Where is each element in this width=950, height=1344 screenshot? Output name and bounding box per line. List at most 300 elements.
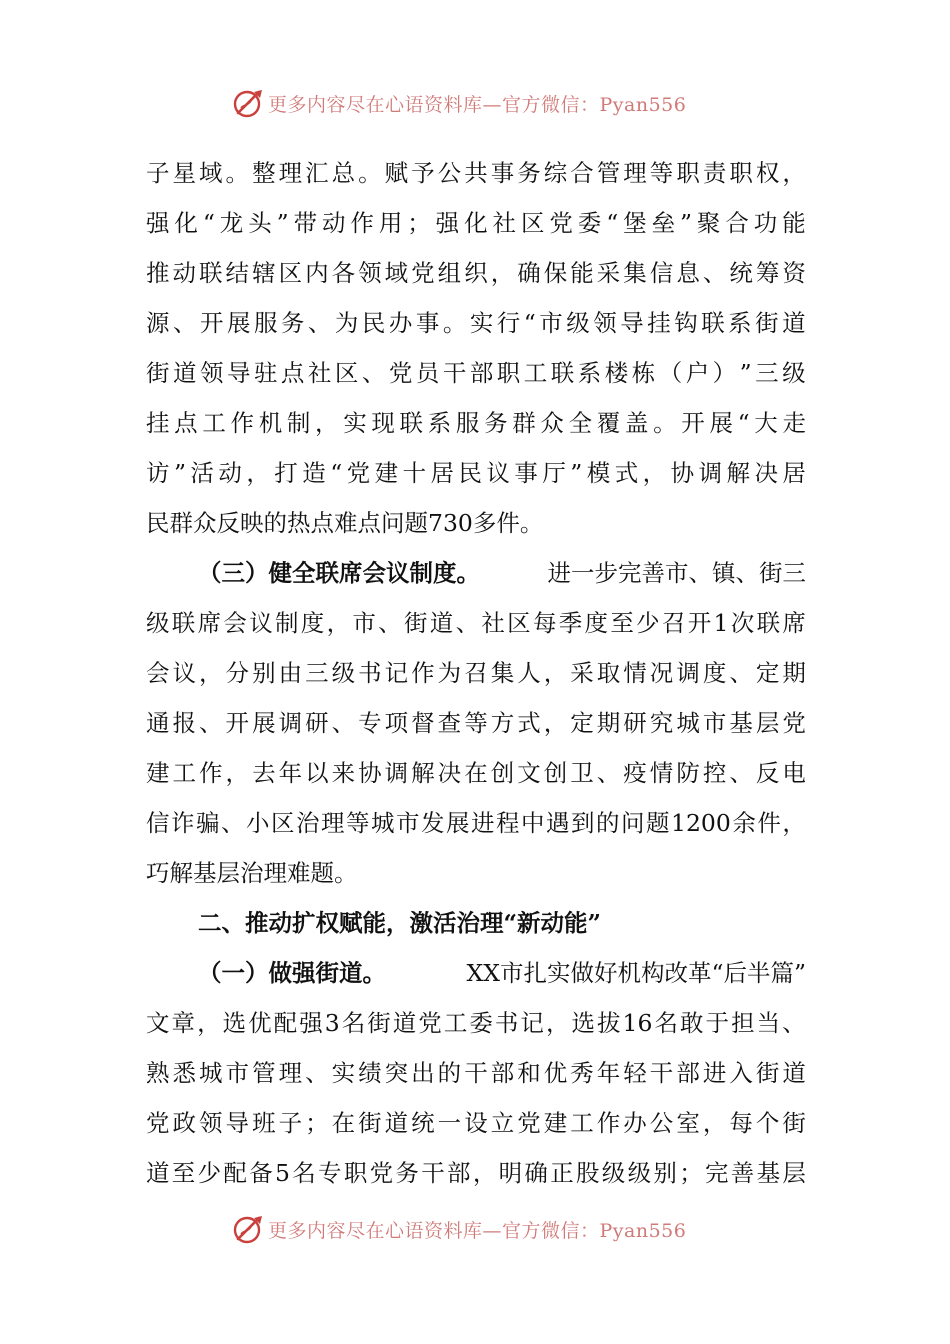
text-glyph: 议 bbox=[249, 609, 273, 637]
text-glyph: 到 bbox=[571, 809, 595, 837]
text-glyph: 动 bbox=[218, 459, 242, 487]
text-glyph: 少 bbox=[197, 1159, 222, 1187]
text-glyph: 开 bbox=[225, 709, 250, 737]
text-glyph: 党 bbox=[388, 359, 413, 387]
text-glyph: 创 bbox=[490, 759, 515, 787]
text-glyph: 名 bbox=[292, 1159, 316, 1187]
text-glyph: 党 bbox=[411, 259, 435, 287]
text-glyph: 三 bbox=[305, 659, 329, 687]
text-glyph: 党 bbox=[517, 1109, 541, 1137]
text-line bbox=[146, 1048, 806, 1098]
text-glyph: “ bbox=[523, 309, 536, 337]
text-glyph: 敢 bbox=[680, 1009, 704, 1037]
text-glyph: 建 bbox=[146, 759, 170, 787]
text-glyph: 、 bbox=[729, 759, 753, 787]
text-glyph: 服 bbox=[455, 409, 480, 437]
text-glyph: 理 bbox=[321, 809, 345, 837]
text-glyph: 5 bbox=[274, 1159, 290, 1187]
text-glyph: 统 bbox=[729, 259, 753, 287]
text-glyph: 、 bbox=[782, 1009, 806, 1037]
text-glyph: 户 bbox=[685, 359, 710, 387]
text-glyph: 人 bbox=[517, 659, 541, 687]
text-glyph: 、 bbox=[729, 659, 753, 687]
text-glyph: 专 bbox=[358, 709, 382, 737]
text-glyph: 导 bbox=[225, 1109, 250, 1137]
text-glyph: ， bbox=[246, 459, 270, 487]
text-glyph: 由 bbox=[278, 659, 303, 687]
text-glyph: 部 bbox=[490, 1059, 515, 1087]
text-glyph: 功 bbox=[753, 209, 778, 237]
text-glyph: 社 bbox=[481, 609, 505, 637]
text-glyph: 、 bbox=[305, 1059, 329, 1087]
text-glyph: 大 bbox=[754, 409, 778, 437]
text-line bbox=[146, 998, 806, 1048]
text-glyph: 事 bbox=[415, 309, 440, 337]
text-glyph: 会 bbox=[146, 659, 170, 687]
text-glyph: 控 bbox=[702, 759, 727, 787]
text-glyph: 作 bbox=[230, 409, 255, 437]
text-glyph: 党 bbox=[369, 1159, 394, 1187]
text-glyph: 道 bbox=[384, 1109, 409, 1137]
text-glyph: 责 bbox=[702, 159, 727, 187]
text-glyph: ， bbox=[315, 409, 339, 437]
paragraph-first-line bbox=[146, 548, 806, 598]
text-glyph: 问 bbox=[621, 809, 645, 837]
text-glyph: 活 bbox=[190, 459, 214, 487]
text-glyph: 电 bbox=[782, 759, 806, 787]
text-glyph: 期 bbox=[782, 659, 806, 687]
text-glyph: 实 bbox=[343, 409, 367, 437]
text-glyph: 调 bbox=[278, 709, 303, 737]
text-glyph: 书 bbox=[494, 1009, 519, 1037]
text-glyph: 以 bbox=[305, 759, 329, 787]
text-glyph: 域 bbox=[199, 159, 223, 187]
text-glyph: 选 bbox=[222, 1009, 247, 1037]
text-glyph: 居 bbox=[430, 459, 455, 487]
text-glyph: 1200 bbox=[671, 809, 731, 837]
text-glyph: 卫 bbox=[570, 759, 594, 787]
text-glyph: 能 bbox=[782, 209, 806, 237]
section-heading-text: 二、推动扩权赋能，激活治理“新动能” bbox=[198, 909, 602, 937]
text-glyph: 、 bbox=[331, 709, 356, 737]
text-glyph: 立 bbox=[490, 1109, 515, 1137]
text-glyph: 共 bbox=[464, 159, 488, 187]
text-glyph: 展 bbox=[226, 309, 251, 337]
text-glyph: 去 bbox=[252, 759, 276, 787]
text-glyph: 道 bbox=[146, 1159, 170, 1187]
text-glyph: 式 bbox=[614, 459, 639, 487]
text-glyph: 合 bbox=[570, 159, 594, 187]
text-glyph: 研 bbox=[305, 709, 329, 737]
text-glyph: 实 bbox=[469, 309, 494, 337]
text-glyph: 民 bbox=[458, 459, 482, 487]
text-line bbox=[146, 648, 806, 698]
text-glyph: 程 bbox=[496, 809, 520, 837]
text-glyph: 通 bbox=[146, 709, 170, 737]
text-glyph: 、 bbox=[199, 709, 223, 737]
text-glyph: 委 bbox=[469, 1009, 493, 1037]
text-glyph: 厅 bbox=[542, 459, 566, 487]
text-glyph: 、 bbox=[702, 259, 727, 287]
text-glyph: 骗 bbox=[196, 809, 220, 837]
text-glyph: 16 bbox=[622, 1009, 653, 1037]
text-glyph: 带 bbox=[293, 209, 318, 237]
text-glyph: 务 bbox=[395, 1159, 419, 1187]
text-glyph: 基 bbox=[729, 709, 753, 737]
text-glyph: 现 bbox=[371, 409, 395, 437]
text-glyph: 职 bbox=[729, 159, 753, 187]
text-glyph: 挂 bbox=[647, 309, 671, 337]
text-glyph: 、 bbox=[455, 609, 480, 637]
text-glyph: 展 bbox=[252, 709, 276, 737]
text-glyph: 制 bbox=[286, 409, 311, 437]
text-glyph: 明 bbox=[498, 1159, 523, 1187]
text-glyph: “ bbox=[737, 409, 750, 437]
text-glyph: 年 bbox=[278, 759, 303, 787]
text-glyph: 。 bbox=[358, 159, 382, 187]
text-glyph: 民 bbox=[361, 309, 386, 337]
text-glyph: 行 bbox=[496, 309, 521, 337]
text-glyph: 总 bbox=[331, 159, 356, 187]
text-glyph: 来 bbox=[331, 759, 356, 787]
text-glyph: 。 bbox=[653, 409, 677, 437]
text-glyph: 席 bbox=[782, 609, 806, 637]
text-glyph: 工 bbox=[172, 759, 197, 787]
text-glyph: 度 bbox=[300, 609, 325, 637]
text-glyph: 小 bbox=[246, 809, 270, 837]
text-glyph: 分 bbox=[225, 659, 250, 687]
text-glyph: 联 bbox=[701, 309, 725, 337]
text-glyph: 点 bbox=[174, 409, 198, 437]
text-glyph: 组 bbox=[437, 259, 462, 287]
text-glyph: 区 bbox=[334, 359, 359, 387]
text-glyph: 城 bbox=[371, 809, 395, 837]
text-glyph: 一 bbox=[437, 1109, 462, 1137]
text-glyph: 工 bbox=[443, 1009, 468, 1037]
text-glyph: 的 bbox=[437, 1059, 462, 1087]
text-glyph: 干 bbox=[442, 359, 467, 387]
text-glyph: 驻 bbox=[253, 359, 278, 387]
text-glyph: 度 bbox=[702, 659, 727, 687]
text-glyph: 定 bbox=[570, 709, 594, 737]
text-line bbox=[146, 298, 806, 348]
text-glyph: ” bbox=[173, 459, 186, 487]
text-glyph: 领 bbox=[358, 259, 382, 287]
text-glyph: 决 bbox=[437, 759, 462, 787]
text-glyph: 级 bbox=[627, 1159, 652, 1187]
text-glyph: 务 bbox=[517, 159, 541, 187]
text-glyph: 完 bbox=[704, 1159, 729, 1187]
text-glyph: 党 bbox=[549, 209, 573, 237]
text-glyph: 导 bbox=[620, 309, 644, 337]
text-glyph: 每 bbox=[729, 1109, 753, 1137]
text-glyph: 熟 bbox=[146, 1059, 170, 1087]
text-glyph: 、 bbox=[221, 809, 245, 837]
text-glyph: 名 bbox=[341, 1009, 366, 1037]
text-glyph: 集 bbox=[623, 259, 647, 287]
text-line bbox=[146, 848, 806, 898]
text-line bbox=[146, 748, 806, 798]
text-glyph: 优 bbox=[543, 1059, 568, 1087]
text-glyph: 3 bbox=[324, 1009, 340, 1037]
text-glyph: 名 bbox=[654, 1009, 678, 1037]
text-glyph: 班 bbox=[252, 1109, 276, 1137]
text-glyph: 干 bbox=[464, 1059, 488, 1087]
text-line bbox=[146, 198, 806, 248]
text-glyph: ， bbox=[543, 659, 568, 687]
text-line bbox=[146, 1098, 806, 1148]
text-glyph: 至 bbox=[610, 609, 634, 637]
text-glyph: 社 bbox=[492, 209, 517, 237]
text-glyph: 各 bbox=[331, 259, 356, 287]
text-glyph: 动 bbox=[321, 209, 346, 237]
text-glyph: 情 bbox=[623, 659, 647, 687]
text-glyph: 赋 bbox=[384, 159, 409, 187]
text-glyph: 余 bbox=[732, 809, 756, 837]
text-glyph: 点 bbox=[280, 359, 305, 387]
text-glyph: 系 bbox=[427, 409, 452, 437]
text-glyph: ， bbox=[472, 1159, 497, 1187]
text-glyph: 题 bbox=[646, 809, 670, 837]
text-glyph: 作 bbox=[596, 1109, 621, 1137]
text-glyph: 垒 bbox=[651, 209, 676, 237]
text-glyph: 配 bbox=[273, 1009, 298, 1037]
text-glyph: 度 bbox=[584, 609, 609, 637]
text-glyph: 联 bbox=[756, 609, 781, 637]
text-glyph: 治 bbox=[296, 809, 320, 837]
text-glyph: 公 bbox=[649, 1109, 674, 1137]
text-glyph: 会 bbox=[223, 609, 247, 637]
text-glyph: 究 bbox=[649, 709, 674, 737]
text-glyph: 实 bbox=[331, 1059, 356, 1087]
text-glyph: 域 bbox=[384, 259, 409, 287]
text-glyph: 公 bbox=[437, 159, 462, 187]
text-glyph: 区 bbox=[278, 259, 303, 287]
text-glyph: ， bbox=[782, 159, 806, 187]
text-glyph: 展 bbox=[446, 809, 470, 837]
text-glyph: 道 bbox=[782, 1059, 806, 1087]
text-glyph: “ bbox=[330, 459, 343, 487]
text-glyph: 市 bbox=[702, 709, 727, 737]
text-glyph: 级 bbox=[782, 359, 806, 387]
text-glyph: 综 bbox=[543, 159, 568, 187]
text-glyph: 子 bbox=[278, 1109, 303, 1137]
text-glyph: 部 bbox=[676, 1059, 700, 1087]
text-glyph: 息 bbox=[676, 259, 700, 287]
text-glyph: 合 bbox=[725, 209, 749, 237]
text-glyph: 服 bbox=[253, 309, 278, 337]
text-glyph: ， bbox=[543, 709, 568, 737]
text-glyph: ； bbox=[305, 1109, 329, 1137]
text-glyph: 筹 bbox=[755, 259, 780, 287]
text-glyph: 动 bbox=[172, 259, 197, 287]
text-glyph: 遇 bbox=[546, 809, 570, 837]
line-text: 进一步完善市、镇、街三 bbox=[547, 559, 806, 587]
text-glyph: 道 bbox=[429, 609, 454, 637]
text-glyph: 城 bbox=[199, 1059, 223, 1087]
text-glyph: 入 bbox=[729, 1059, 753, 1087]
text-glyph: 层 bbox=[782, 1159, 806, 1187]
text-glyph: 中 bbox=[521, 809, 545, 837]
text-glyph: 统 bbox=[411, 1109, 435, 1137]
line-text: 巧解基层治理难题。 bbox=[146, 859, 358, 887]
text-glyph: 。 bbox=[442, 309, 467, 337]
text-glyph: 强 bbox=[146, 209, 170, 237]
text-glyph: 等 bbox=[346, 809, 370, 837]
text-glyph: 调 bbox=[676, 659, 700, 687]
text-glyph: 党 bbox=[418, 1009, 442, 1037]
text-glyph: 等 bbox=[649, 159, 674, 187]
text-glyph: 工 bbox=[523, 359, 548, 387]
text-glyph: 区 bbox=[271, 809, 295, 837]
text-glyph: 街 bbox=[146, 359, 170, 387]
text-glyph: 选 bbox=[571, 1009, 595, 1037]
text-glyph: 集 bbox=[490, 659, 515, 687]
text-glyph: 突 bbox=[384, 1059, 409, 1087]
text-glyph: 造 bbox=[302, 459, 326, 487]
text-glyph: 街 bbox=[782, 1109, 806, 1137]
text-glyph: ； bbox=[679, 1159, 703, 1187]
text-glyph: 联 bbox=[399, 409, 424, 437]
text-glyph: 政 bbox=[172, 1109, 197, 1137]
text-glyph: 务 bbox=[280, 309, 305, 337]
text-glyph: 善 bbox=[730, 1159, 755, 1187]
text-glyph: ， bbox=[545, 1009, 570, 1037]
text-glyph: 悉 bbox=[172, 1059, 197, 1087]
text-glyph: 居 bbox=[782, 459, 806, 487]
text-glyph: 开 bbox=[199, 309, 224, 337]
text-glyph: 全 bbox=[568, 409, 593, 437]
text-glyph: 当 bbox=[756, 1009, 781, 1037]
text-glyph: 工 bbox=[202, 409, 226, 437]
text-glyph: 反 bbox=[755, 759, 780, 787]
text-glyph: 疫 bbox=[623, 759, 647, 787]
text-glyph: 挂 bbox=[146, 409, 170, 437]
text-glyph: 绩 bbox=[358, 1059, 382, 1087]
text-glyph: 记 bbox=[520, 1009, 544, 1037]
text-glyph: 堡 bbox=[623, 209, 647, 237]
text-glyph: 职 bbox=[676, 159, 700, 187]
text-glyph: 调 bbox=[384, 759, 409, 787]
document-body bbox=[146, 148, 806, 1198]
text-glyph: 取 bbox=[596, 659, 621, 687]
text-glyph: ” bbox=[739, 359, 752, 387]
paragraph-first-line bbox=[146, 948, 806, 998]
text-glyph: 年 bbox=[596, 1059, 621, 1087]
text-glyph: 资 bbox=[782, 259, 806, 287]
text-glyph: 书 bbox=[358, 659, 382, 687]
text-glyph: 1 bbox=[713, 609, 729, 637]
pen-logo-icon bbox=[232, 86, 266, 120]
text-glyph: 级 bbox=[601, 1159, 626, 1187]
text-glyph: 导 bbox=[226, 359, 251, 387]
text-glyph: ” bbox=[276, 209, 289, 237]
text-glyph: 信 bbox=[146, 809, 170, 837]
text-glyph: 设 bbox=[464, 1109, 488, 1137]
text-glyph: 职 bbox=[496, 359, 521, 387]
text-glyph: 、 bbox=[596, 759, 621, 787]
text-glyph: 文 bbox=[146, 1009, 170, 1037]
text-glyph: 能 bbox=[570, 259, 594, 287]
text-glyph: 推 bbox=[146, 259, 170, 287]
text-glyph: 街 bbox=[755, 1059, 780, 1087]
text-line bbox=[146, 798, 806, 848]
text-glyph: 研 bbox=[623, 709, 647, 737]
text-glyph: 联 bbox=[550, 359, 575, 387]
line-text: 民群众反映的热点难点问题730多件。 bbox=[146, 509, 544, 537]
text-glyph: 定 bbox=[755, 659, 780, 687]
header-watermark-text: 更多内容尽在心语资料库—官方微信：Pyan556 bbox=[268, 93, 687, 116]
text-glyph: 管 bbox=[596, 159, 621, 187]
text-glyph: 市 bbox=[396, 809, 420, 837]
text-glyph: 别 bbox=[653, 1159, 677, 1187]
text-glyph: 区 bbox=[520, 209, 545, 237]
text-glyph: 专 bbox=[318, 1159, 342, 1187]
text-glyph: 至 bbox=[171, 1159, 196, 1187]
text-glyph: （ bbox=[658, 359, 683, 387]
text-glyph: 整 bbox=[252, 159, 276, 187]
text-glyph: 系 bbox=[728, 309, 752, 337]
text-glyph: 市 bbox=[539, 309, 563, 337]
text-glyph: ） bbox=[712, 359, 737, 387]
text-glyph: 级 bbox=[566, 309, 590, 337]
text-glyph: 辖 bbox=[252, 259, 276, 287]
text-glyph: 制 bbox=[274, 609, 299, 637]
text-glyph: 领 bbox=[199, 359, 224, 387]
text-glyph: ； bbox=[407, 209, 431, 237]
text-glyph: 层 bbox=[755, 709, 780, 737]
text-glyph: 开 bbox=[681, 409, 705, 437]
text-glyph: 十 bbox=[402, 459, 427, 487]
text-glyph: ， bbox=[326, 609, 351, 637]
text-glyph: 室 bbox=[676, 1109, 700, 1137]
text-glyph: 轻 bbox=[623, 1059, 647, 1087]
text-glyph: 党 bbox=[782, 709, 806, 737]
text-glyph: 汇 bbox=[305, 159, 329, 187]
text-glyph: 管 bbox=[252, 1059, 276, 1087]
text-glyph: 进 bbox=[702, 1059, 727, 1087]
text-glyph: 钩 bbox=[674, 309, 698, 337]
text-glyph: 优 bbox=[248, 1009, 272, 1037]
text-glyph: 保 bbox=[543, 259, 568, 287]
text-glyph: 协 bbox=[358, 759, 382, 787]
text-glyph: 楼 bbox=[604, 359, 629, 387]
text-glyph: 部 bbox=[447, 1159, 471, 1187]
text-line bbox=[146, 398, 806, 448]
text-glyph: 群 bbox=[512, 409, 536, 437]
text-glyph: 内 bbox=[305, 259, 329, 287]
text-glyph: 备 bbox=[249, 1159, 273, 1187]
text-glyph: 决 bbox=[754, 459, 778, 487]
text-glyph: ” bbox=[679, 209, 692, 237]
text-glyph: 务 bbox=[484, 409, 508, 437]
subheading-lead: （一）做强街道。 bbox=[198, 959, 386, 987]
text-glyph: 次 bbox=[730, 609, 755, 637]
text-glyph: 查 bbox=[437, 709, 462, 737]
text-glyph: 覆 bbox=[596, 409, 621, 437]
text-glyph: 、 bbox=[378, 609, 402, 637]
text-glyph: 文 bbox=[517, 759, 541, 787]
text-glyph: 记 bbox=[384, 659, 409, 687]
text-glyph: 建 bbox=[543, 1109, 568, 1137]
line-text: XX市扎实做好机构改革“后半篇” bbox=[466, 959, 806, 987]
text-glyph: 委 bbox=[577, 209, 602, 237]
text-glyph: 等 bbox=[464, 709, 488, 737]
text-glyph: 进 bbox=[471, 809, 495, 837]
text-glyph: 创 bbox=[543, 759, 568, 787]
text-glyph: 开 bbox=[687, 609, 712, 637]
text-glyph: ， bbox=[782, 809, 806, 837]
